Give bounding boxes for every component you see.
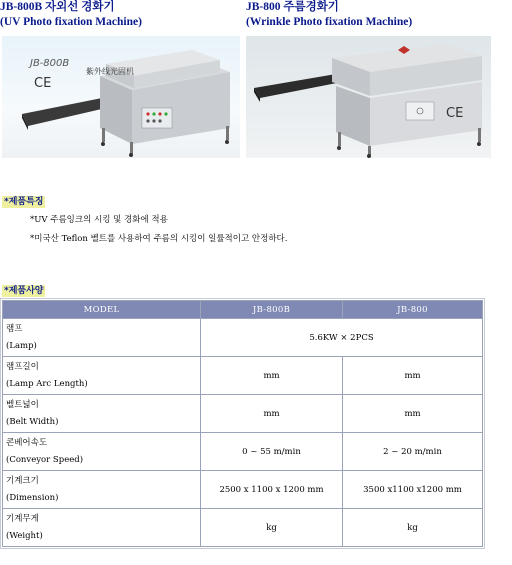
column-header-model: MODEL [3,301,201,319]
table-row-lamp [3,319,483,357]
feature-item: *미국산 Teflon 벨트를 사용하여 주름의 시킹이 일률적이고 안정하다. [30,234,288,244]
ce-mark: CE [34,76,52,91]
cell-value-jb800b: kg [201,509,343,547]
uv-machine-illustration [2,36,240,158]
cell-value-jb800: 3500 x1100 x1200 mm [343,471,483,509]
cell-value-jb800: kg [343,509,483,547]
cell-value-jb800b: mm [201,395,343,433]
row-label-kr: 기계무게 [6,513,39,524]
row-label [3,395,201,433]
cell-value-jb800b: 0 ~ 55 m/min [201,433,343,471]
row-label [3,471,201,509]
features-heading: *제품특징 [4,197,44,207]
model-label: JB-800B [30,58,70,69]
wrinkle-machine-illustration [246,36,491,158]
row-label [3,509,201,547]
product-header-jb800b [0,0,244,30]
row-label-en: (Lamp Arc Length) [6,378,88,389]
cell-value-jb800: mm [343,395,483,433]
product-title-kr: JB-800B 자외선 경화기 [0,1,115,13]
product-title-en: (Wrinkle Photo fixation Machine) [246,16,413,28]
row-label-en: (Conveyor Speed) [6,454,84,465]
chinese-label: 紫外线光固机 [86,67,134,76]
row-label-kr: 기계크기 [6,475,39,486]
cell-value-jb800: mm [343,357,483,395]
column-header-jb800b: JB-800B [201,301,343,319]
table-row-lamp-arc-length [3,357,483,395]
product-header-jb800 [246,0,512,30]
product-title-en: (UV Photo fixation Machine) [0,16,142,28]
row-label-en: (Belt Width) [6,416,59,427]
table-row-conveyor-speed [3,433,483,471]
row-label-en: (Dimension) [6,492,59,503]
product-photo-jb800b [2,36,240,158]
row-label-en: (Weight) [6,530,43,541]
row-label [3,319,201,357]
cell-value-jb800: 2 ~ 20 m/min [343,433,483,471]
row-label [3,357,201,395]
cell-value-jb800b: 2500 x 1100 x 1200 mm [201,471,343,509]
row-label-kr: 램프길이 [6,361,39,372]
table-row-belt-width [3,395,483,433]
table-row-weight [3,509,483,547]
ce-mark: CE [446,106,464,121]
product-photo-jb800 [246,36,491,158]
row-label-en: (Lamp) [6,340,37,351]
row-label-kr: 벨트넓이 [6,399,39,410]
row-label-kr: 콘베어속도 [6,437,48,448]
specs-heading: *제품사양 [4,286,44,296]
column-header-jb800: JB-800 [343,301,483,319]
row-label [3,433,201,471]
feature-item: *UV 주름잉크의 시킹 및 경화에 적용 [30,215,168,225]
cell-value-merged: 5.6KW × 2PCS [201,319,483,357]
cell-value-jb800b: mm [201,357,343,395]
table-header-row [3,301,483,319]
row-label-kr: 램프 [6,323,23,334]
spec-table [2,300,483,547]
table-row-dimension [3,471,483,509]
product-title-kr: JB-800 주름경화기 [246,1,339,13]
